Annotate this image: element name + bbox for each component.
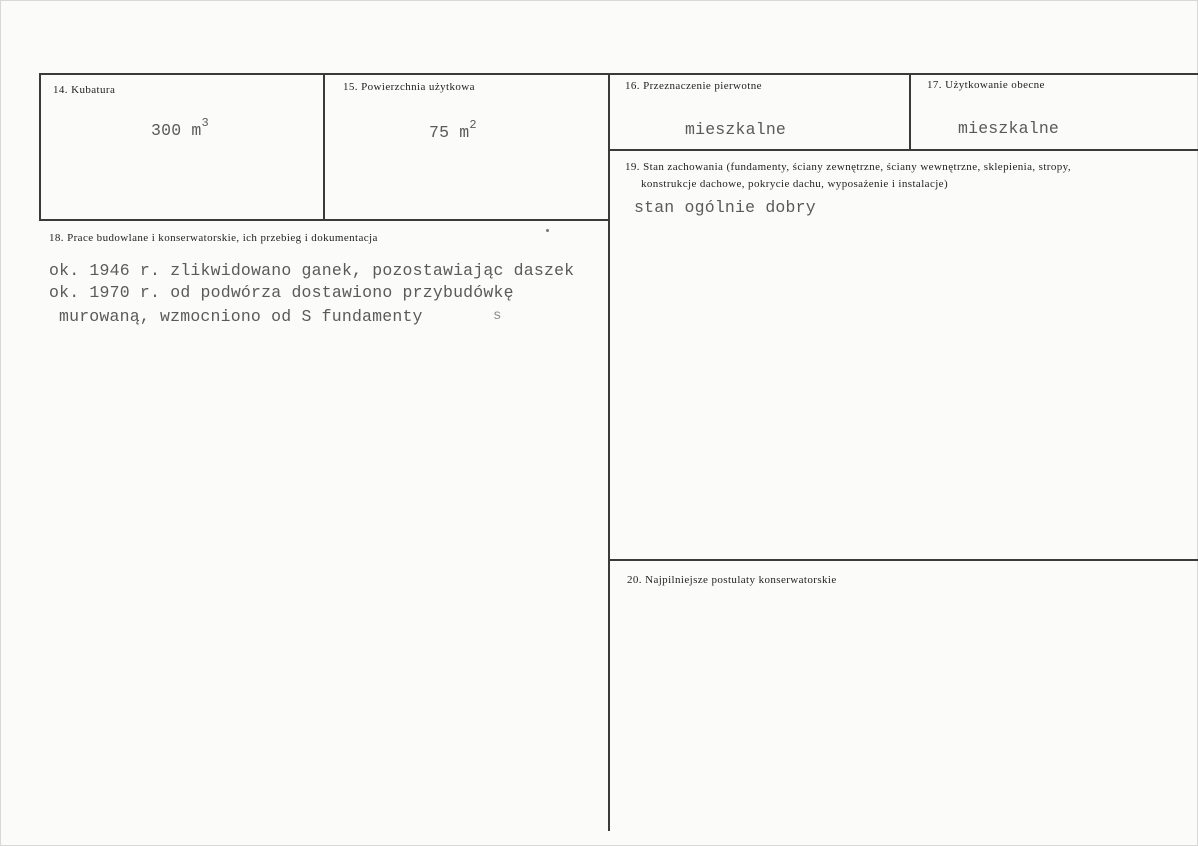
field-15-value-unit-exp: 2 bbox=[469, 118, 477, 132]
field-18-label: 18. Prace budowlane i konserwatorskie, ich przebieg i dokumentacja bbox=[49, 232, 378, 244]
field-18-line-1: ok. 1946 r. zlikwidowano ganek, pozostawiając daszek bbox=[49, 261, 575, 280]
field-14-value-unit-exp: 3 bbox=[201, 116, 209, 130]
top-rule bbox=[39, 73, 1198, 75]
field-20-label: 20. Najpilniejsze postulaty konserwatorskie bbox=[627, 574, 837, 586]
left-edge bbox=[39, 73, 41, 221]
field-19-value: stan ogólnie dobry bbox=[634, 198, 816, 217]
field-16-label: 16. Przeznaczenie pierwotne bbox=[625, 80, 762, 92]
field-14-value-text: 300 m bbox=[151, 121, 202, 140]
rule-under-19 bbox=[609, 559, 1198, 561]
field-18-line-2: ok. 1970 r. od podwórza dostawiono przybudówkę bbox=[49, 283, 514, 302]
ink-dot bbox=[546, 229, 549, 232]
field-15-value bbox=[429, 118, 477, 142]
field-15-label: 15. Powierzchnia użytkowa bbox=[343, 81, 475, 93]
field-17-label: 17. Użytkowanie obecne bbox=[927, 79, 1045, 91]
field-14-label: 14. Kubatura bbox=[53, 84, 116, 96]
field-14-value bbox=[151, 116, 209, 140]
divider-15-16 bbox=[608, 73, 610, 831]
field-18-line-3: murowaną, wzmocniono od S fundamenty bbox=[59, 307, 423, 326]
divider-16-17 bbox=[909, 73, 911, 150]
field-19-label: 19. Stan zachowania (fundamenty, ściany zewnętrzne, ściany wewnętrzne, sklepienia, stropy, bbox=[625, 161, 1072, 173]
divider-14-15 bbox=[323, 73, 325, 221]
field-15-value-text: 75 m bbox=[429, 123, 470, 142]
rule-under-16-17 bbox=[609, 149, 1198, 151]
field-18-stray-mark: s bbox=[493, 308, 502, 324]
field-19-label-line2: konstrukcje dachowe, pokrycie dachu, wyposażenie i instalacje) bbox=[641, 178, 949, 190]
field-16-value: mieszkalne bbox=[685, 120, 787, 139]
rule-under-14-15 bbox=[39, 219, 609, 221]
field-17-value: mieszkalne bbox=[958, 119, 1060, 138]
